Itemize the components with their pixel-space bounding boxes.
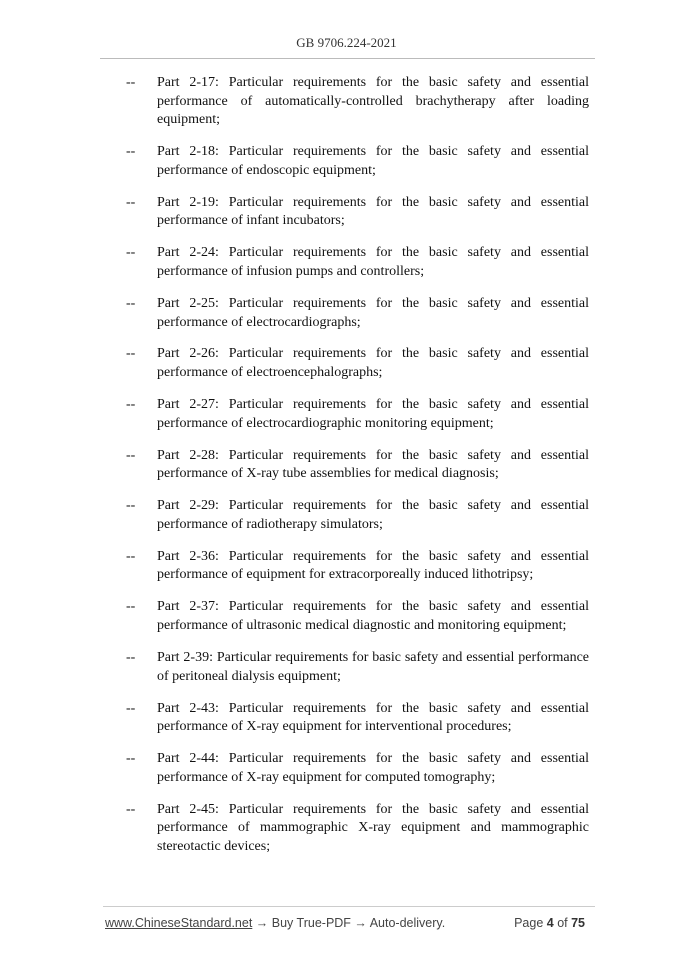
- list-item-text: Part 2-26: Particular requirements for the basic safety and essential performance of electroencephalographs;: [157, 346, 589, 381]
- list-item: [126, 143, 589, 180]
- page-indicator: [514, 916, 585, 930]
- list-item: [126, 801, 589, 857]
- list-item: [126, 396, 589, 433]
- list-bullet: --: [126, 700, 136, 716]
- list-item-text: Part 2-39: Particular requirements for basic safety and essential performance of peritoneal dialysis equipment;: [157, 649, 589, 684]
- list-bullet: --: [126, 144, 136, 160]
- page-label: Page: [514, 916, 547, 930]
- list-bullet: --: [126, 548, 136, 564]
- list-bullet: --: [126, 346, 136, 362]
- page-total: 75: [571, 916, 585, 930]
- list-item: [126, 244, 589, 281]
- list-bullet: --: [126, 751, 136, 767]
- list-item-text: Part 2-43: Particular requirements for the basic safety and essential performance of X-ray equipment for interventional procedures;: [157, 700, 589, 735]
- list-bullet: --: [126, 599, 136, 615]
- list-item: [126, 548, 589, 585]
- list-item: [126, 700, 589, 737]
- list-item-text: Part 2-44: Particular requirements for the basic safety and essential performance of X-ray equipment for computed tomography;: [157, 751, 589, 785]
- list-bullet: --: [126, 194, 136, 210]
- list-item: [126, 295, 589, 332]
- footer: [105, 916, 585, 930]
- list-item-text: Part 2-17: Particular requirements for the basic safety and essential performance of automatically-controlled brachytherapy after loading equipment;: [157, 75, 589, 128]
- website-link[interactable]: www.ChineseStandard.net: [105, 916, 253, 930]
- list-bullet: --: [126, 498, 136, 514]
- list-bullet: --: [126, 447, 136, 463]
- list-item-text: Part 2-36: Particular requirements for the basic safety and essential performance of equipment for extracorporeally induced lithotripsy;: [157, 548, 589, 583]
- footer-promo: [105, 916, 445, 930]
- list-item: [126, 649, 589, 686]
- standards-list: [126, 74, 589, 870]
- list-item: [126, 750, 589, 787]
- list-item-text: Part 2-29: Particular requirements for the basic safety and essential performance of radiotherapy simulators;: [157, 498, 589, 532]
- list-bullet: --: [126, 801, 136, 817]
- list-item-text: Part 2-37: Particular requirements for the basic safety and essential performance of ultrasonic medical diagnostic and monitoring equipment;: [157, 599, 589, 633]
- document-id-header: GB 9706.224-2021: [296, 35, 397, 50]
- list-bullet: --: [126, 75, 136, 90]
- list-item: [126, 497, 589, 534]
- list-item-text: Part 2-28: Particular requirements for the basic safety and essential performance of X-ray tube assemblies for medical diagnosis;: [157, 447, 589, 482]
- list-item: [126, 345, 589, 382]
- list-item-text: Part 2-19: Particular requirements for the basic safety and essential performance of infant incubators;: [157, 194, 589, 229]
- list-item-text: Part 2-25: Particular requirements for the basic safety and essential performance of electrocardiographs;: [157, 295, 589, 330]
- list-item-text: Part 2-18: Particular requirements for the basic safety and essential performance of endoscopic equipment;: [157, 144, 589, 178]
- list-bullet: --: [126, 245, 136, 261]
- header-divider: [100, 58, 595, 59]
- list-item-text: Part 2-45: Particular requirements for the basic safety and essential performance of mammographic X-ray equipment and mammographic stereotactic devices;: [157, 801, 589, 854]
- list-item: [126, 447, 589, 484]
- list-item: [126, 194, 589, 231]
- list-item-text: Part 2-27: Particular requirements for the basic safety and essential performance of electrocardiographic monitoring equipment;: [157, 397, 589, 431]
- of-label: of: [553, 916, 572, 930]
- list-item: [126, 598, 589, 635]
- list-item: [126, 74, 589, 130]
- list-bullet: --: [126, 295, 136, 311]
- footer-divider: [103, 906, 595, 907]
- page-number: 4: [546, 916, 554, 930]
- list-bullet: --: [126, 397, 136, 413]
- list-item-text: Part 2-24: Particular requirements for the basic safety and essential performance of infusion pumps and controllers;: [157, 245, 589, 279]
- list-bullet: --: [126, 649, 136, 665]
- footer-tagline: → Buy True-PDF → Auto-delivery.: [252, 916, 446, 930]
